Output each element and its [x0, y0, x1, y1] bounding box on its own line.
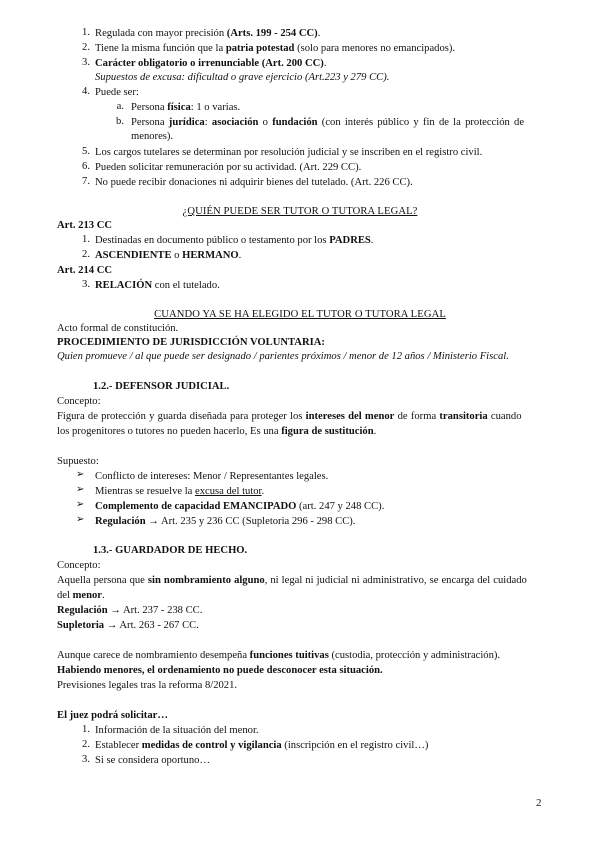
- previsiones-legales-line: Previsiones legales tras la reforma 8/2021.: [57, 680, 238, 691]
- supletoria-line: Supletoria → Art. 263 - 267 CC.: [57, 620, 199, 631]
- concepto-label-2: Concepto:: [57, 560, 101, 571]
- acto-formal: Acto formal de constitución.: [57, 323, 179, 334]
- arrow-bullet-icon: ➢: [76, 469, 85, 480]
- concepto-label: Concepto:: [57, 396, 101, 407]
- page-number: 2: [536, 797, 542, 809]
- funciones-tuitivas-line: Aunque carece de nombramiento desempeña funciones tuitivas (custodia, protección y administración).: [57, 650, 501, 661]
- regulacion-line: Regulación → Art. 237 - 238 CC.: [57, 605, 203, 616]
- art-213-label: Art. 213 CC: [57, 220, 113, 231]
- arrow-bullet-icon: ➢: [76, 514, 85, 525]
- right-arrow-icon: →: [148, 516, 159, 527]
- heading-tutor-elegido: CUANDO YA SE HA ELEGIDO EL TUTOR O TUTORA LEGAL: [154, 309, 446, 320]
- el-juez-label: El juez podrá solicitar…: [57, 710, 168, 721]
- guardador-definition-line-1: Aquella persona que sin nombramiento alguno, ni legal ni judicial ni administrativo, se encarga del cuidado: [57, 575, 527, 586]
- section-title-guardador-de-hecho: 1.3.- GUARDADOR DE HECHO.: [93, 545, 248, 556]
- defensor-definition-line-1: Figura de protección y guarda diseñada para proteger los intereses del menor de forma transitoria cuando: [57, 411, 522, 422]
- quien-promueve: Quien promueve / al que puede ser designado / parientes próximos / menor de 12 años / Ministerio Fiscal.: [57, 351, 509, 362]
- right-arrow-icon: →: [110, 605, 121, 616]
- defensor-definition-line-2: los progenitores o tutores no pueden hacerlo, Es una figura de sustitución.: [57, 426, 377, 437]
- supuesto-label: Supuesto:: [57, 456, 99, 467]
- section-title-defensor-judicial: 1.2.- DEFENSOR JUDICIAL.: [93, 381, 230, 392]
- habiendo-menores-line: Habiendo menores, el ordenamiento no puede desconocer esta situación.: [57, 665, 383, 676]
- procedimiento-label: PROCEDIMIENTO DE JURISDICCIÓN VOLUNTARIA:: [57, 337, 325, 348]
- arrow-bullet-icon: ➢: [76, 499, 85, 510]
- heading-quien-puede-ser-tutor: ¿QUIÉN PUEDE SER TUTOR O TUTORA LEGAL?: [182, 206, 418, 217]
- right-arrow-icon: →: [106, 620, 118, 631]
- guardador-definition-line-2: del menor.: [57, 590, 105, 601]
- arrow-bullet-icon: ➢: [76, 484, 85, 495]
- art-214-label: Art. 214 CC: [57, 265, 113, 276]
